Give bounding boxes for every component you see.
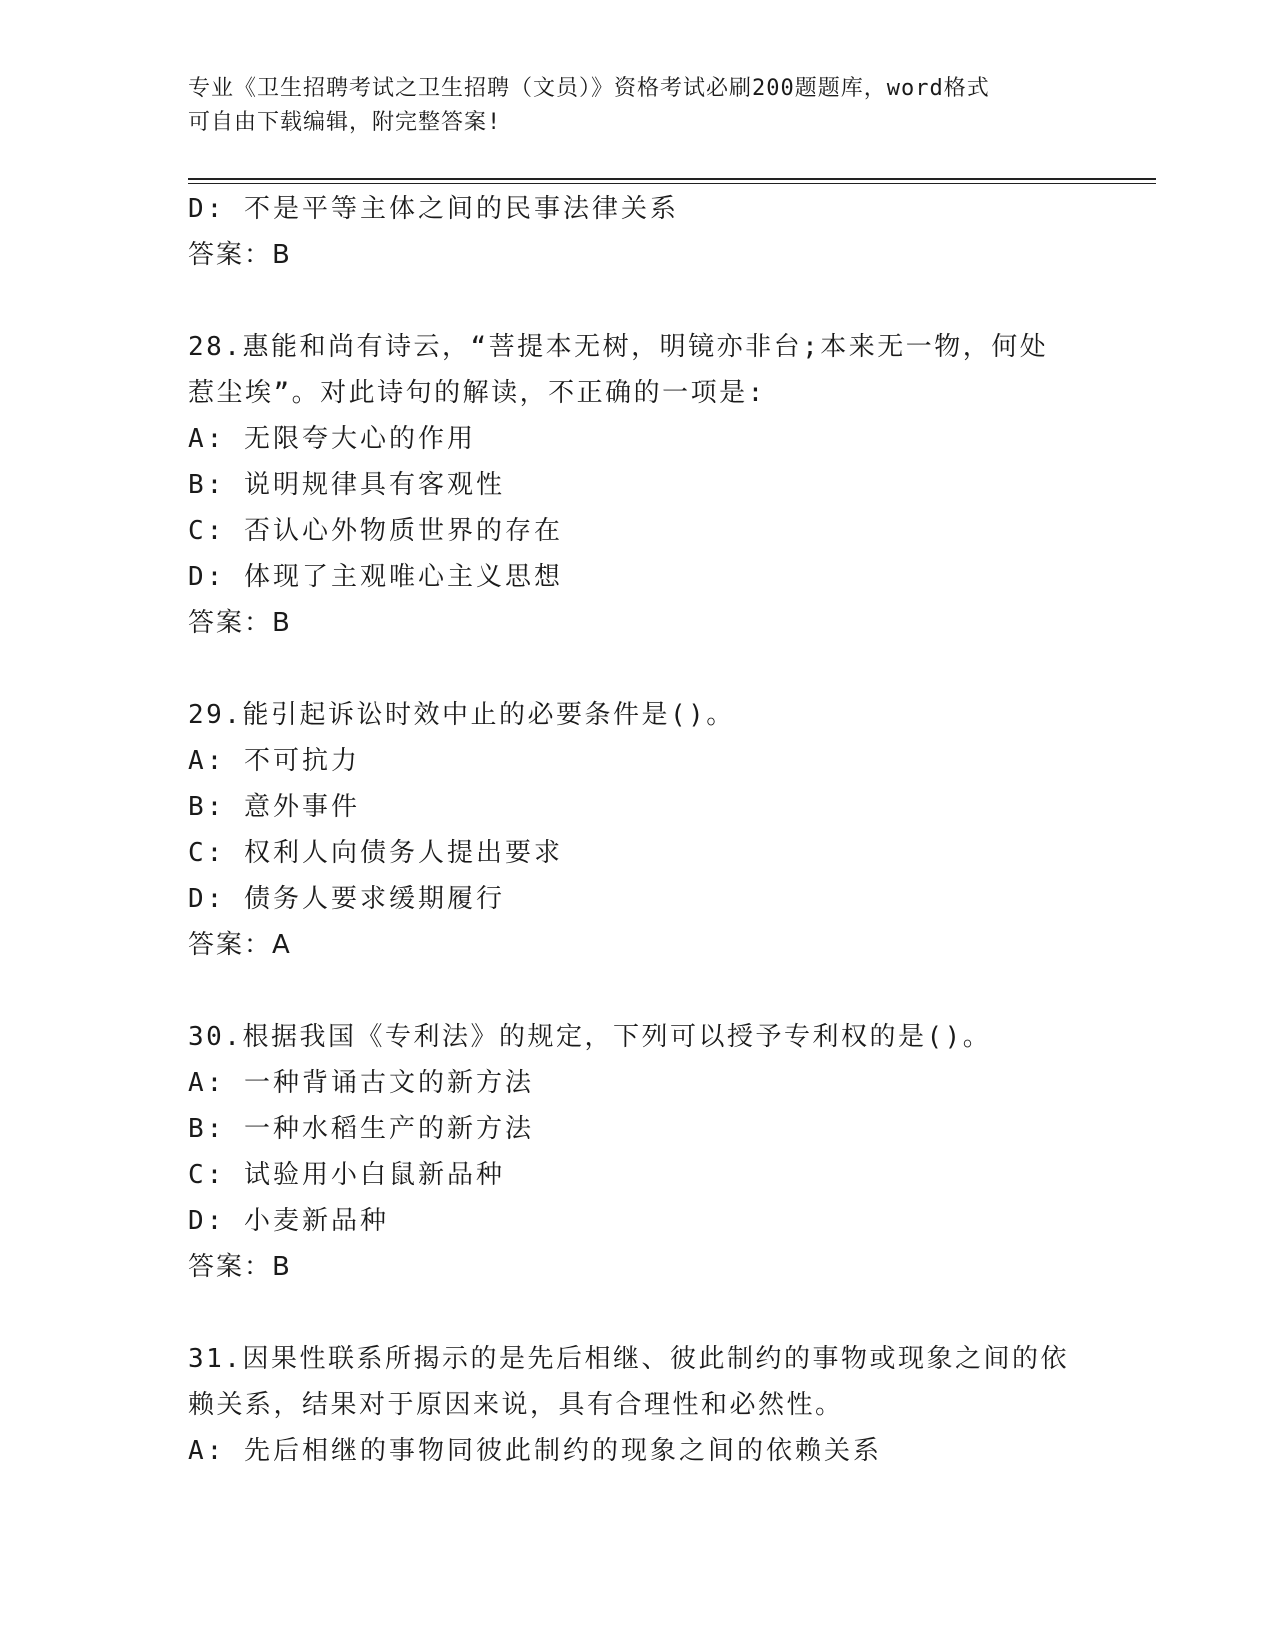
option-a: A: 不可抗力 <box>188 746 360 776</box>
question-stem <box>188 692 1088 738</box>
option-d: D: 体现了主观唯心主义思想 <box>188 562 563 592</box>
option-c: C: 否认心外物质世界的存在 <box>188 516 563 546</box>
option-b: B: 说明规律具有客观性 <box>188 470 505 500</box>
answer: 答案：B <box>188 240 292 270</box>
question-28 <box>188 324 1088 646</box>
header-title-line-1: 专业《卫生招聘考试之卫生招聘（文员）》资格考试必刷200题题库，word格式 <box>188 76 990 101</box>
option-d: D: 债务人要求缓期履行 <box>188 884 505 914</box>
stem-line: 28.惠能和尚有诗云，“菩提本无树，明镜亦非台;本来无一物，何处 <box>188 332 1049 362</box>
question-stem <box>188 1014 1088 1060</box>
question-spacer <box>188 278 1088 324</box>
question-31 <box>188 1336 1088 1474</box>
option-c: C: 权利人向债务人提出要求 <box>188 838 563 868</box>
stem-line: 赖关系，结果对于原因来说，具有合理性和必然性。 <box>188 1390 844 1420</box>
stem-line: 30.根据我国《专利法》的规定，下列可以授予专利权的是()。 <box>188 1022 992 1052</box>
option-c: C: 试验用小白鼠新品种 <box>188 1160 505 1190</box>
option-a: A: 无限夸大心的作用 <box>188 424 476 454</box>
document-body <box>188 186 1088 1474</box>
header-divider <box>188 178 1156 184</box>
option-a: A: 先后相继的事物同彼此制约的现象之间的依赖关系 <box>188 1436 882 1466</box>
option-d: D: 小麦新品种 <box>188 1206 389 1236</box>
stem-line: 31.因果性联系所揭示的是先后相继、彼此制约的事物或现象之间的依 <box>188 1344 1069 1374</box>
option-a: A: 一种背诵古文的新方法 <box>188 1068 534 1098</box>
page-header <box>188 72 1068 140</box>
question-stem <box>188 324 1088 416</box>
option-d: D: 不是平等主体之间的民事法律关系 <box>188 194 679 224</box>
answer: 答案：A <box>188 930 292 960</box>
answer: 答案：B <box>188 608 292 638</box>
option-b: B: 一种水稻生产的新方法 <box>188 1114 534 1144</box>
option-b: B: 意外事件 <box>188 792 360 822</box>
stem-line: 29.能引起诉讼时效中止的必要条件是()。 <box>188 700 735 730</box>
question-30 <box>188 1014 1088 1290</box>
answer: 答案：B <box>188 1252 292 1282</box>
question-spacer <box>188 968 1088 1014</box>
question-spacer <box>188 646 1088 692</box>
question-spacer <box>188 1290 1088 1336</box>
stem-line: 惹尘埃”。对此诗句的解读，不正确的一项是: <box>188 378 766 408</box>
carryover-question <box>188 186 1088 278</box>
question-stem <box>188 1336 1088 1428</box>
question-29 <box>188 692 1088 968</box>
header-title-line-2: 可自由下载编辑，附完整答案! <box>188 110 502 135</box>
